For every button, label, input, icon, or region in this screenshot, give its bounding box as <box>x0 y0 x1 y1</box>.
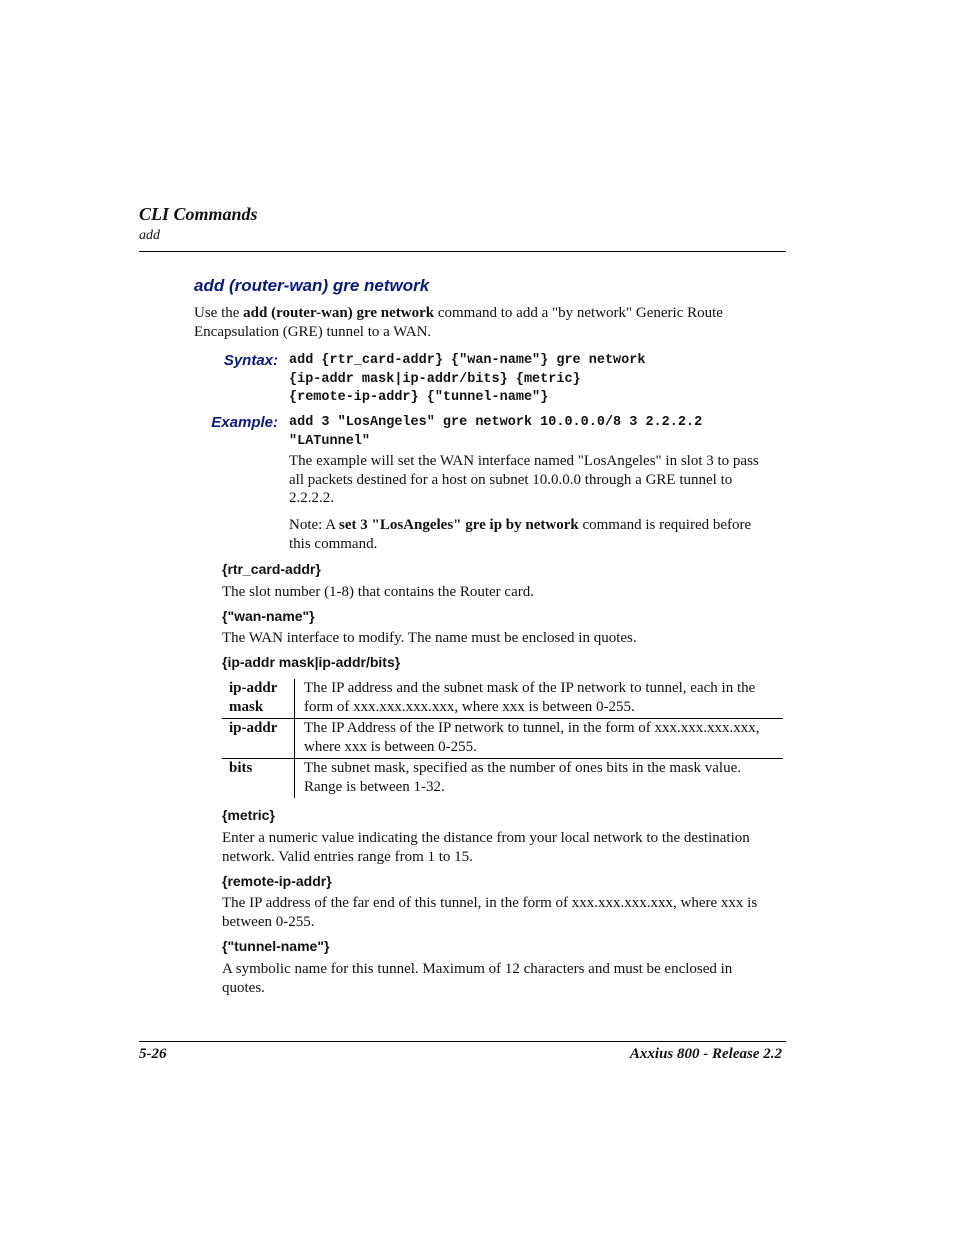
example-desc-line: all packets destined for a host on subnet 10.0.0.0 through a GRE tunnel to <box>289 471 733 488</box>
page-number: 5-26 <box>139 1046 167 1062</box>
param-rtr-card-addr: {rtr_card-addr} <box>222 561 321 577</box>
table-key: ip-addr <box>222 719 295 759</box>
param-metric-desc: Enter a numeric value indicating the distance from your local network to the destination network. Valid entries range from 1 to 15. <box>222 830 750 865</box>
example-note <box>289 516 789 553</box>
param-remote-ip-addr-desc: The IP address of the far end of this tunnel, in the form of xxx.xxx.xxx.xxx, where xxx is between 0-255. <box>222 895 758 930</box>
intro-command: add (router-wan) gre network <box>243 305 435 321</box>
param-wan-name: {"wan-name"} <box>222 608 315 624</box>
intro-text: command to add a "by network" Generic Route <box>434 305 723 321</box>
example-line: "LATunnel" <box>289 433 371 449</box>
param-metric: {metric} <box>222 807 275 823</box>
header-rule <box>139 251 786 252</box>
param-tunnel-name: {"tunnel-name"} <box>222 938 330 954</box>
intro-text: Use the <box>194 305 244 321</box>
example-line: add 3 "LosAngeles" gre network 10.0.0.0/8 3 2.2.2.2 <box>289 415 703 430</box>
note-command: set 3 "LosAngeles" gre ip by network <box>339 517 579 533</box>
note-text: this command. <box>289 535 378 552</box>
syntax-code <box>289 352 645 408</box>
table-row <box>222 759 783 799</box>
ip-addr-table <box>222 679 783 798</box>
section-title: add (router-wan) gre network <box>194 276 430 295</box>
running-header-title: CLI Commands <box>139 204 258 224</box>
example-code <box>289 414 702 451</box>
param-ip-addr: {ip-addr mask|ip-addr/bits} <box>222 654 401 670</box>
footer-rule <box>139 1041 786 1042</box>
table-key: bits <box>222 759 295 799</box>
note-text: command is required before <box>578 517 752 533</box>
syntax-line: {ip-addr mask|ip-addr/bits} {metric} <box>289 371 581 387</box>
param-rtr-card-addr-desc: The slot number (1-8) that contains the Router card. <box>222 584 534 600</box>
param-tunnel-name-desc: A symbolic name for this tunnel. Maximum of 12 characters and must be enclosed in quotes. <box>222 961 733 996</box>
note-text: Note: A <box>289 517 340 533</box>
example-desc-line: The example will set the WAN interface named "LosAngeles" in slot 3 to pass <box>289 453 759 469</box>
table-row <box>222 679 783 719</box>
table-value: The IP address and the subnet mask of the IP network to tunnel, each in the form of xxx.xxx.xxx.xxx, where xxx is between 0-255. <box>304 680 756 715</box>
param-remote-ip-addr: {remote-ip-addr} <box>222 873 332 889</box>
example-label: Example: <box>211 414 278 431</box>
example-desc-line: 2.2.2.2. <box>289 490 334 506</box>
syntax-label: Syntax: <box>223 352 278 369</box>
syntax-line: {remote-ip-addr} {"tunnel-name"} <box>289 390 549 405</box>
example-description <box>289 452 789 508</box>
param-wan-name-desc: The WAN interface to modify. The name must be enclosed in quotes. <box>222 630 637 646</box>
intro-paragraph <box>194 304 794 341</box>
syntax-line: add {rtr_card-addr} {"wan-name"} gre network <box>289 353 646 368</box>
table-row <box>222 719 783 759</box>
table-key: ip-addr mask <box>222 679 295 719</box>
table-value: The IP Address of the IP network to tunnel, in the form of xxx.xxx.xxx.xxx, where xxx is between 0-255. <box>295 719 784 759</box>
footer-product: Axxius 800 - Release 2.2 <box>629 1046 782 1062</box>
table-value: The subnet mask, specified as the number of ones bits in the mask value. Range is between 1-32. <box>295 759 784 799</box>
running-header-subtitle: add <box>139 228 160 243</box>
intro-text: Encapsulation (GRE) tunnel to a WAN. <box>194 323 432 340</box>
